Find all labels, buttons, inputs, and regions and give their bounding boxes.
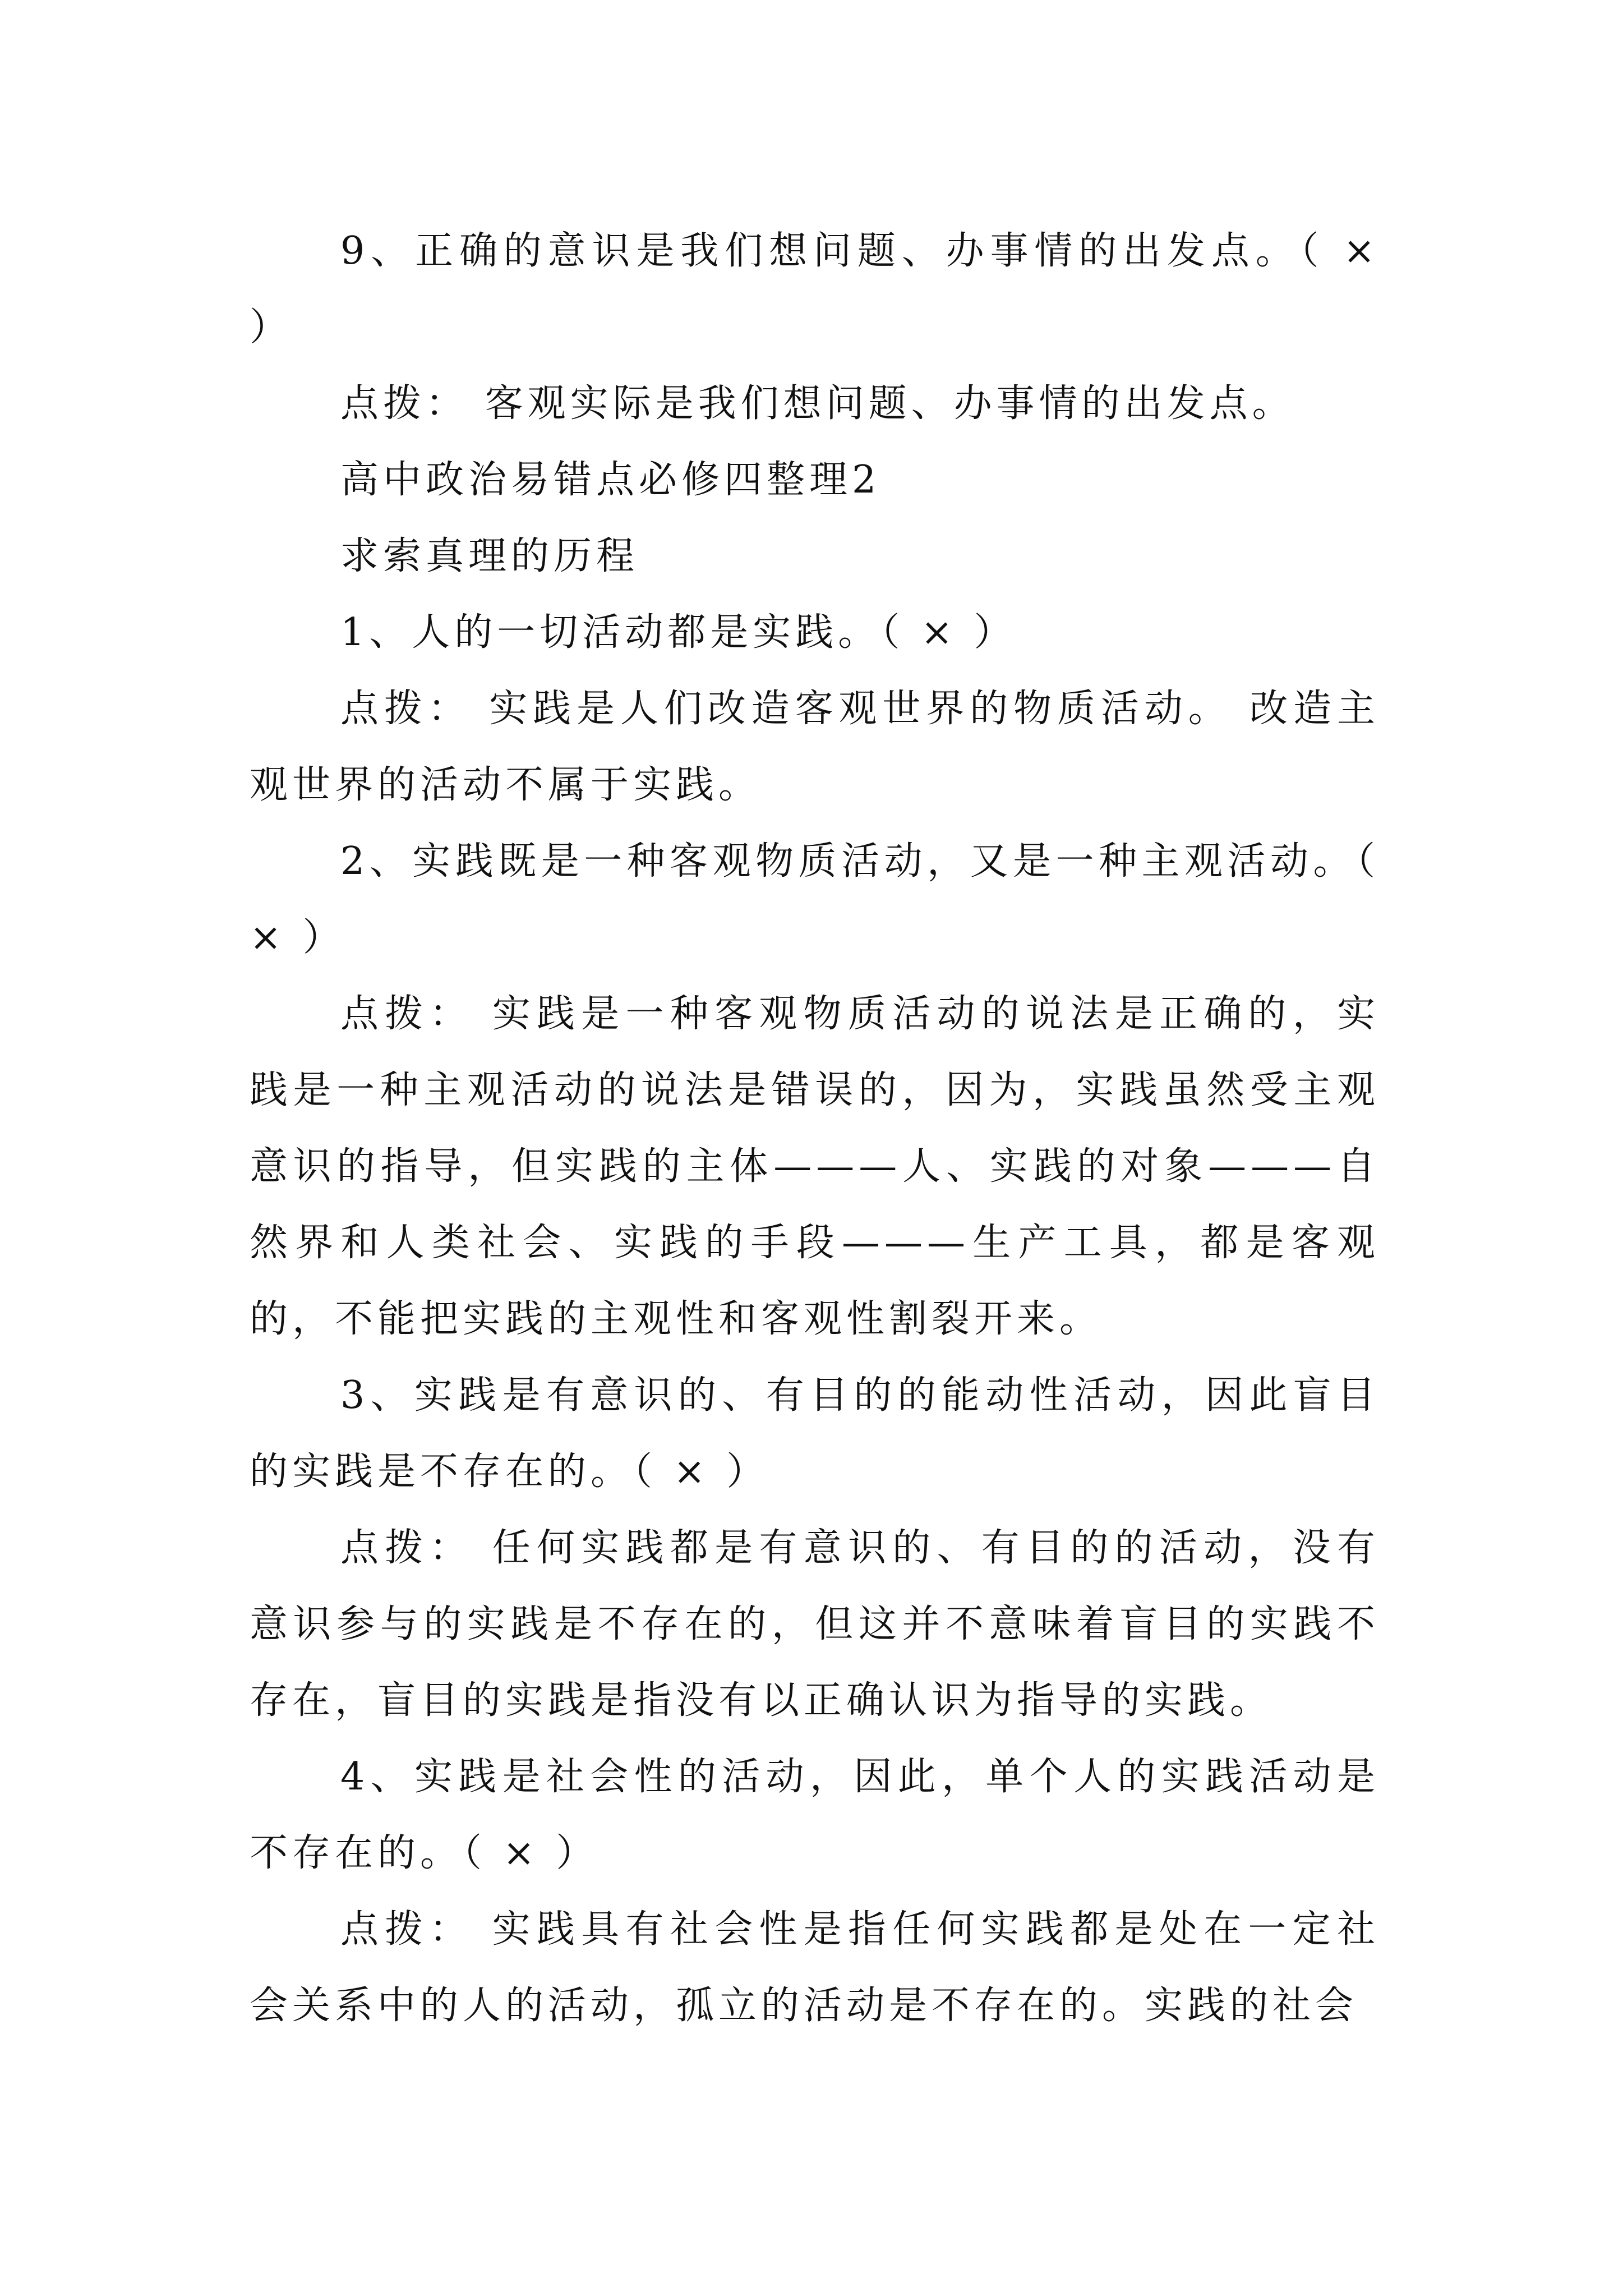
paragraph-hint-1: 点拨： 实践是人们改造客观世界的物质活动。 改造主观世界的活动不属于实践。 [250,687,1380,807]
paragraph-question-1: 1、人的一切活动都是实践。（ × ） [340,610,1017,655]
paragraph-hint-4: 点拨： 实践具有社会性是指任何实践都是处在一定社会关系中的人的活动，孤立的活动是不存在的。实践的社会 [250,1907,1380,2028]
section-subtitle: 求索真理的历程 [340,534,639,578]
document-body [250,213,1380,2044]
paragraph-hint-9: 点拨： 客观实际是我们想问题、办事情的出发点。 [340,381,1295,426]
paragraph-question-9: 9、正确的意识是我们想问题、办事情的出发点。（ × ） [250,229,1380,349]
paragraph-hint-2: 点拨： 实践是一种客观物质活动的说法是正确的，实践是一种主观活动的说法是错误的，因为，实践虽然受主观意识的指导，但实践的主体———人、实践的对象———自然界和人类社会、实践的手段———生产工具，都是客观的，不能把实践的主观性和客观性割裂开来。 [250,992,1380,1341]
paragraph-question-3: 3、实践是有意识的、有目的的能动性活动，因此盲目的实践是不存在的。（ × ） [250,1373,1380,1494]
paragraph-question-2: 2、实践既是一种客观物质活动，又是一种主观活动。（ × ） [250,839,1380,960]
paragraph-question-4: 4、实践是社会性的活动，因此，单个人的实践活动是不存在的。（ × ） [250,1755,1380,1875]
paragraph-hint-3: 点拨： 任何实践都是有意识的、有目的的活动，没有意识参与的实践是不存在的，但这并不意味着盲目的实践不存在，盲目的实践是指没有以正确认识为指导的实践。 [250,1526,1380,1723]
section-title: 高中政治易错点必修四整理2 [340,458,881,502]
